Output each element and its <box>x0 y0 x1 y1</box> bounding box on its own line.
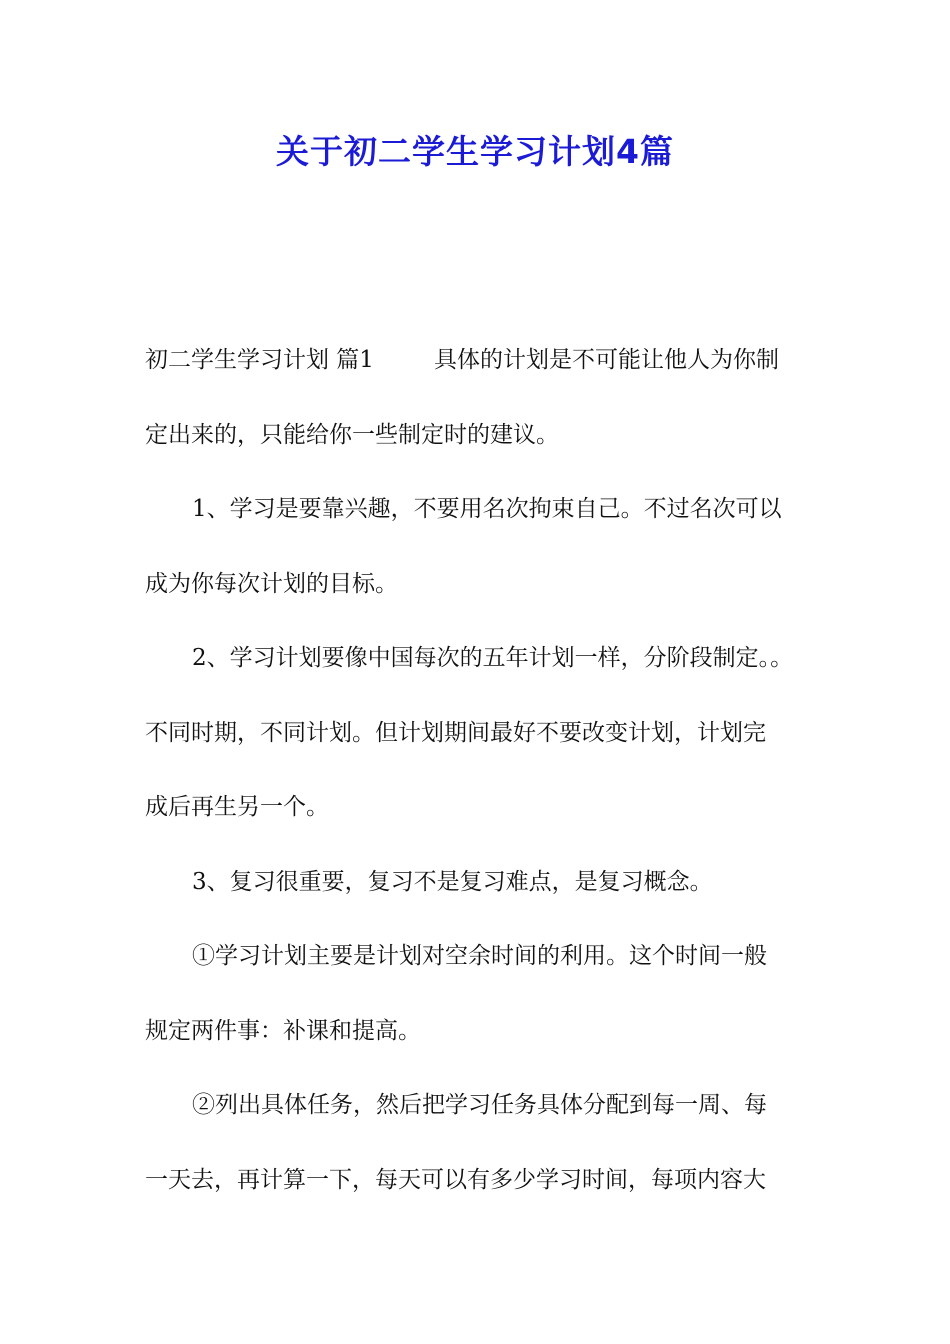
paragraph-line: 3、复习很重要，复习不是复习难点，是复习概念。 <box>192 868 713 895</box>
paragraph-line: ②列出具体任务，然后把学习任务具体分配到每一周、每 <box>192 1092 767 1118</box>
paragraph-line: 定出来的，只能给你一些制定时的建议。 <box>145 421 559 448</box>
paragraph-line: 成后再生另一个。 <box>145 794 329 820</box>
paragraph-line <box>145 336 815 411</box>
document-title: 关于初二学生学习计划4篇 <box>276 132 674 171</box>
document-body <box>145 336 815 1230</box>
paragraph-line: 2、学习计划要像中国每次的五年计划一样，分阶段制定。。 <box>192 645 794 671</box>
paragraph-line: 不同时期，不同计划。但计划期间最好不要改变计划，计划完 <box>145 719 766 746</box>
paragraph-line: 规定两件事：补课和提高。 <box>145 1017 421 1044</box>
paragraph-line: ①学习计划主要是计划对空余时间的利用。这个时间一般 <box>192 943 767 969</box>
paragraph-text: 具体的计划是不可能让他人为你制 <box>433 347 779 373</box>
paragraph-line: 成为你每次计划的目标。 <box>145 570 398 597</box>
paragraph-line: 1、学习是要靠兴趣，不要用名次拘束自己。不过名次可以 <box>192 496 782 522</box>
section-heading: 初二学生学习计划 篇1 <box>145 347 374 373</box>
paragraph-line: 一天去，再计算一下，每天可以有多少学习时间，每项内容大 <box>145 1166 766 1193</box>
